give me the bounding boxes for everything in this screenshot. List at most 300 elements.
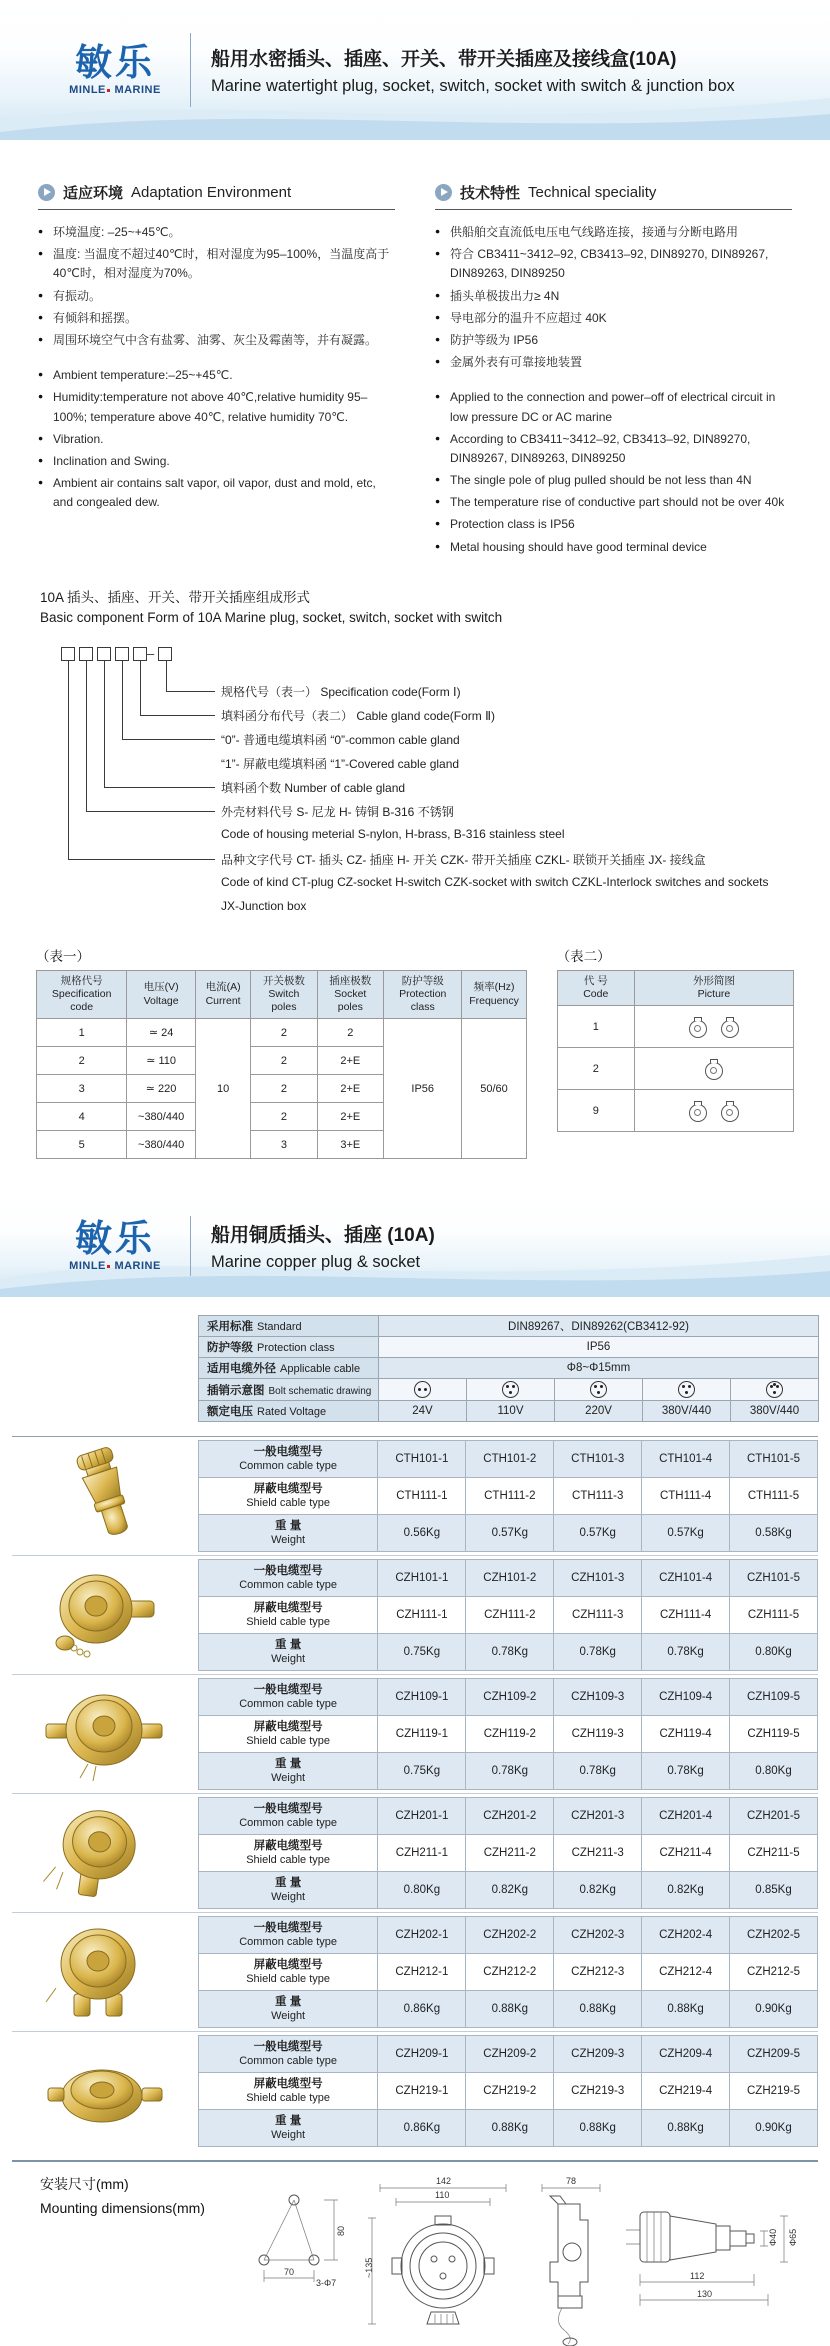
socket-sketch-icon: [721, 1020, 739, 1038]
weight-cell: 0.88Kg: [466, 1991, 554, 2028]
svg-text:Φ65: Φ65: [788, 2228, 798, 2247]
voltage-cell: 380V/440: [731, 1401, 819, 1422]
model-cell: CZH109-2: [466, 1679, 554, 1716]
code-box: [79, 647, 93, 661]
list-item: ● Metal housing should have good terminal device: [435, 538, 792, 557]
code-dash: –: [147, 645, 155, 661]
spec-row-voltage: [199, 1401, 819, 1422]
socket-sketch-icon: [705, 1062, 723, 1080]
model-cell: CZH211-5: [730, 1835, 818, 1872]
code-label: 填料函分布代号（表二） Cable gland code(Form Ⅱ): [221, 708, 495, 723]
weight-cell: 0.57Kg: [466, 1515, 554, 1552]
list-item: ● 金属外表有可靠接地装置: [435, 353, 792, 372]
model-cell: CTH111-1: [378, 1478, 466, 1515]
model-cell: CZH201-4: [642, 1798, 730, 1835]
table-row: [557, 1006, 793, 1048]
model-cell: CZH119-3: [554, 1716, 642, 1753]
logo-chinese: 敏乐: [75, 1218, 155, 1260]
mounting-title-cn: 安装尺寸(mm): [40, 2176, 129, 2193]
form2-caption: （表二）: [556, 948, 611, 964]
form2-table: [557, 970, 794, 1132]
model-cell: CZH101-3: [554, 1560, 642, 1597]
copper-section-title: [211, 1220, 435, 1272]
list-item: ● Vibration.: [38, 430, 395, 449]
model-cell: CTH101-3: [554, 1441, 642, 1478]
component-form-title-cn: 10A 插头、插座、开关、带开关插座组成形式: [40, 589, 311, 605]
pin-diagram-icon: [766, 1381, 783, 1398]
logo-red-accent: [107, 89, 110, 92]
weight-cell: 0.78Kg: [642, 1634, 730, 1671]
product-table: [198, 1916, 818, 2028]
list-item: ● The temperature rise of conductive part should not be over 40k: [435, 493, 792, 512]
weight-cell: 0.78Kg: [554, 1753, 642, 1790]
mounting-title-en: Mounting dimensions(mm): [40, 2200, 205, 2217]
spec-code-cell: 4: [37, 1103, 127, 1131]
weight-cell: 0.58Kg: [730, 1515, 818, 1552]
voltage-cell: ≃ 110: [127, 1047, 196, 1075]
product-table: [198, 2035, 818, 2147]
section-title-en: Adaptation Environment: [131, 184, 292, 201]
spec-row-standard: [199, 1316, 819, 1337]
code-label: JX-Junction box: [221, 898, 307, 913]
company-logo: [56, 44, 174, 96]
column-header: 电压(V) Voltage: [127, 970, 196, 1018]
model-cell: CZH101-1: [378, 1560, 466, 1597]
code-box: [61, 647, 75, 661]
socket-poles-cell: 3+E: [317, 1131, 384, 1159]
spec-row-protection: [199, 1337, 819, 1358]
model-cell: CZH111-5: [730, 1597, 818, 1634]
row-label: 屏蔽电缆型号 Shield cable type: [198, 1597, 378, 1634]
technical-list-en: [435, 388, 792, 557]
weight-row: [198, 1753, 817, 1790]
model-cell: CZH109-4: [642, 1679, 730, 1716]
model-cell: CZH202-4: [642, 1917, 730, 1954]
product-table: [198, 1678, 818, 1790]
model-cell: CZH212-5: [730, 1954, 818, 1991]
common-type-row: [198, 2036, 817, 2073]
spec-value: Φ8~Φ15mm: [379, 1358, 819, 1379]
weight-row: [198, 1515, 817, 1552]
weight-cell: 0.86Kg: [378, 2110, 466, 2147]
section-title-cn: 适应环境: [63, 185, 124, 202]
product-photo: [12, 1803, 198, 1903]
model-cell: CZH202-2: [466, 1917, 554, 1954]
model-cell: CZH212-2: [466, 1954, 554, 1991]
product-block-cth101: [12, 1437, 818, 1555]
component-form-section: [0, 586, 830, 625]
row-label: 重 量 Weight: [198, 1515, 378, 1552]
model-cell: CZH219-1: [378, 2073, 466, 2110]
voltage-cell: ~380/440: [127, 1103, 196, 1131]
section-header: [38, 182, 395, 210]
product-photo: [12, 1446, 198, 1546]
model-cell: CZH201-3: [554, 1798, 642, 1835]
play-bullet-icon: [38, 184, 55, 201]
code-box: [115, 647, 129, 661]
pin-diagram-cell: [379, 1379, 467, 1401]
model-cell: CZH101-4: [642, 1560, 730, 1597]
header-banner: [0, 0, 830, 140]
side-view-drawing: [528, 2174, 614, 2346]
weight-cell: 0.88Kg: [554, 2110, 642, 2147]
code-label: “0”- 普通电缆填料函 “0”-common cable gland: [221, 732, 460, 747]
list-item: ● 有振动。: [38, 287, 395, 306]
svg-text:78: 78: [566, 2176, 577, 2187]
weight-cell: 0.78Kg: [466, 1634, 554, 1671]
product-table: [198, 1440, 818, 1552]
product-block-czh202: [12, 1912, 818, 2031]
model-cell: CZH219-4: [642, 2073, 730, 2110]
column-header: 电流(A) Current: [195, 970, 250, 1018]
row-label: 屏蔽电缆型号 Shield cable type: [198, 1954, 378, 1991]
weight-cell: 0.80Kg: [730, 1753, 818, 1790]
product-photo: [12, 1565, 198, 1665]
column-header: 规格代号 Specification code: [37, 970, 127, 1018]
weight-cell: 0.82Kg: [466, 1872, 554, 1909]
pin-diagram-icon: [414, 1381, 431, 1398]
common-type-row: [198, 1679, 817, 1716]
socket-sketch-icon: [721, 1104, 739, 1122]
list-item: ● 插头单极拔出力≥ 4N: [435, 287, 792, 306]
shield-type-row: [198, 2073, 817, 2110]
model-cell: CZH111-3: [554, 1597, 642, 1634]
column-header: 外形简图 Picture: [634, 970, 793, 1005]
common-type-row: [198, 1917, 817, 1954]
svg-text:112: 112: [690, 2271, 705, 2282]
pin-diagram-cell: [555, 1379, 643, 1401]
model-cell: CZH119-4: [642, 1716, 730, 1753]
voltage-cell: 220V: [555, 1401, 643, 1422]
spec-table: [198, 1315, 819, 1422]
model-cell: CZH202-3: [554, 1917, 642, 1954]
vertical-divider: [190, 33, 191, 107]
svg-text:70: 70: [284, 2267, 295, 2278]
weight-cell: 0.78Kg: [642, 1753, 730, 1790]
svg-text:130: 130: [697, 2289, 713, 2300]
mounting-dimensions-section: [12, 2160, 818, 2346]
model-cell: CZH111-4: [642, 1597, 730, 1634]
page-title-en: Marine watertight plug, socket, switch, socket with switch & junction box: [211, 77, 735, 95]
weight-cell: 0.75Kg: [378, 1634, 466, 1671]
logo-minle: MINLE: [69, 84, 106, 96]
svg-text:~135: ~135: [364, 2257, 374, 2279]
row-label: 一般电缆型号 Common cable type: [198, 1679, 378, 1716]
table-row: [557, 1048, 793, 1090]
model-cell: CTH111-2: [466, 1478, 554, 1515]
shield-type-row: [198, 1716, 817, 1753]
model-cell: CZH202-5: [730, 1917, 818, 1954]
common-type-row: [198, 1560, 817, 1597]
weight-cell: 0.86Kg: [378, 1991, 466, 2028]
section-header: [435, 182, 792, 210]
socket-poles-cell: 2+E: [317, 1103, 384, 1131]
spec-row-bolt: [199, 1379, 819, 1401]
row-label: 一般电缆型号 Common cable type: [198, 1560, 378, 1597]
weight-row: [198, 1634, 817, 1671]
row-label: 屏蔽电缆型号 Shield cable type: [198, 1716, 378, 1753]
forms-row: [0, 945, 830, 1159]
voltage-cell: ≃ 24: [127, 1019, 196, 1047]
code-label: 填料函个数 Number of cable gland: [221, 780, 406, 795]
weight-cell: 0.85Kg: [730, 1872, 818, 1909]
weight-cell: 0.88Kg: [642, 1991, 730, 2028]
row-label: 重 量 Weight: [198, 1991, 378, 2028]
model-cell: CZH111-1: [378, 1597, 466, 1634]
list-item: ● Ambient air contains salt vapor, oil vapor, dust and mold, etc, and congealed dew.: [38, 474, 395, 512]
list-item: ● Humidity:temperature not above 40℃,relative humidity 95–100%; temperature above 40℃, relative humidity 70℃.: [38, 388, 395, 426]
model-cell: CZH201-5: [730, 1798, 818, 1835]
switch-poles-cell: 2: [251, 1103, 317, 1131]
shield-type-row: [198, 1597, 817, 1634]
switch-poles-cell: 2: [251, 1047, 317, 1075]
model-cell: CZH119-1: [378, 1716, 466, 1753]
section-title-cn: 技术特性: [460, 185, 521, 202]
list-item: ● Ambient temperature:–25~+45℃.: [38, 366, 395, 385]
code-cell: 9: [557, 1090, 634, 1132]
weight-cell: 0.90Kg: [730, 1991, 818, 2028]
weight-cell: 0.80Kg: [378, 1872, 466, 1909]
spec-label: 采用标准 Standard: [199, 1316, 379, 1337]
product-block-czh201: [12, 1793, 818, 1912]
protection-cell: IP56: [384, 1019, 462, 1159]
row-label: 一般电缆型号 Common cable type: [198, 2036, 378, 2073]
current-cell: 10: [195, 1019, 250, 1159]
form2-wrap: [557, 945, 794, 1132]
common-type-row: [198, 1441, 817, 1478]
form1-table: [36, 970, 527, 1159]
svg-text:110: 110: [435, 2190, 450, 2201]
code-label: 规格代号（表一） Specification code(Form Ⅰ): [221, 684, 461, 699]
model-cell: CZH209-2: [466, 2036, 554, 2073]
shield-type-row: [198, 1478, 817, 1515]
model-cell: CTH111-3: [554, 1478, 642, 1515]
socket-sketch-icon: [689, 1104, 707, 1122]
shield-type-row: [198, 1835, 817, 1872]
list-item: ● Applied to the connection and power–off of electrical circuit in low pressure DC or AC marine: [435, 388, 792, 426]
weight-cell: 0.78Kg: [466, 1753, 554, 1790]
component-form-title-en: Basic component Form of 10A Marine plug, socket, switch, socket with switch: [40, 609, 503, 625]
spec-code-cell: 5: [37, 1131, 127, 1159]
model-cell: CZH211-3: [554, 1835, 642, 1872]
switch-poles-cell: 3: [251, 1131, 317, 1159]
product-block-czh101: [12, 1555, 818, 1674]
product-block-czh209: [12, 2031, 818, 2150]
page-title-cn: 船用水密插头、插座、开关、带开关插座及接线盒(10A): [211, 49, 677, 70]
model-cell: CZH101-2: [466, 1560, 554, 1597]
column-header: 防护等级 Protection class: [384, 970, 462, 1018]
socket-sketch-icon: [689, 1020, 707, 1038]
table-row: [37, 1019, 527, 1047]
spec-label: 额定电压 Rated Voltage: [199, 1401, 379, 1422]
product-list: [12, 1436, 818, 2150]
weight-cell: 0.80Kg: [730, 1634, 818, 1671]
common-type-row: [198, 1798, 817, 1835]
code-label: 品种文字代号 CT- 插头 CZ- 插座 H- 开关 CZK- 带开关插座 CZKL- 联锁开关插座 JX- 接线盒: [221, 852, 706, 867]
pin-diagram-cell: [731, 1379, 819, 1401]
voltage-cell: ~380/440: [127, 1131, 196, 1159]
list-item: ● Protection class is IP56: [435, 515, 792, 534]
code-label: Code of kind CT-plug CZ-socket H-switch CZK-socket with switch CZKL-Interlock switches and sockets: [221, 874, 769, 889]
row-label: 屏蔽电缆型号 Shield cable type: [198, 2073, 378, 2110]
voltage-cell: ≃ 220: [127, 1075, 196, 1103]
shield-type-row: [198, 1954, 817, 1991]
product-photo: [12, 1684, 198, 1784]
technical-speciality-section: [435, 182, 792, 560]
model-cell: CZH209-5: [730, 2036, 818, 2073]
list-item: ● 周围环境空气中含有盐雾、油雾、灰尘及霉菌等，并有凝露。: [38, 331, 395, 350]
model-cell: CZH109-5: [730, 1679, 818, 1716]
company-logo: [56, 1220, 174, 1272]
picture-cell: [634, 1006, 793, 1048]
model-cell: CTH111-4: [642, 1478, 730, 1515]
model-cell: CZH209-4: [642, 2036, 730, 2073]
switch-poles-cell: 2: [251, 1075, 317, 1103]
connector-line: [68, 660, 215, 860]
model-cell: CZH219-3: [554, 2073, 642, 2110]
model-cell: CZH109-3: [554, 1679, 642, 1716]
logo-chinese: 敏乐: [75, 42, 155, 83]
weight-cell: 0.57Kg: [642, 1515, 730, 1552]
list-item: ● 导电部分的温升不应超过 40K: [435, 309, 792, 328]
model-cell: CZH209-3: [554, 2036, 642, 2073]
svg-text:80: 80: [336, 2226, 346, 2237]
list-item: ● Inclination and Swing.: [38, 452, 395, 471]
model-cell: CTH101-4: [642, 1441, 730, 1478]
pin-diagram-cell: [643, 1379, 731, 1401]
weight-cell: 0.75Kg: [378, 1753, 466, 1790]
list-item: ● 符合 CB3411~3412–92, CB3413–92, DIN89270, DIN89267, DIN89263, DIN89250: [435, 245, 792, 283]
model-cell: CZH201-2: [466, 1798, 554, 1835]
switch-poles-cell: 2: [251, 1019, 317, 1047]
play-bullet-icon: [435, 184, 452, 201]
form1-wrap: [36, 945, 527, 1159]
logo-red-accent: [107, 1265, 110, 1268]
column-header: 插座极数 Socket poles: [317, 970, 384, 1018]
logo-marine: MARINE: [114, 1260, 161, 1273]
copper-section-banner: [0, 1195, 830, 1297]
front-view-drawing: [364, 2174, 522, 2346]
voltage-cell: 380V/440: [643, 1401, 731, 1422]
list-item: ● According to CB3411~3412–92, CB3413–92, DIN89270, DIN89267, DIN89263, DIN89250: [435, 430, 792, 468]
picture-cell: [634, 1090, 793, 1132]
code-diagram: [46, 647, 790, 919]
adaptation-environment-section: [38, 182, 395, 560]
row-label: 屏蔽电缆型号 Shield cable type: [198, 1835, 378, 1872]
row-label: 一般电缆型号 Common cable type: [198, 1798, 378, 1835]
voltage-cell: 110V: [467, 1401, 555, 1422]
product-photo: [12, 2044, 198, 2139]
spec-value: DIN89267、DIN89262(CB3412-92): [379, 1316, 819, 1337]
code-label: Code of housing meterial S-nylon, H-brass, B-316 stainless steel: [221, 826, 565, 841]
pin-diagram-icon: [502, 1381, 519, 1398]
hole-pattern-drawing: [240, 2174, 358, 2302]
model-cell: CZH212-4: [642, 1954, 730, 1991]
weight-row: [198, 1991, 817, 2028]
form1-caption: （表一）: [36, 948, 90, 964]
row-label: 一般电缆型号 Common cable type: [198, 1441, 378, 1478]
row-label: 重 量 Weight: [198, 1872, 378, 1909]
picture-cell: [634, 1048, 793, 1090]
adaptation-list-cn: [38, 223, 395, 350]
product-block-czh109: [12, 1674, 818, 1793]
weight-cell: 0.56Kg: [378, 1515, 466, 1552]
spec-code-cell: 1: [37, 1019, 127, 1047]
adaptation-list-en: [38, 366, 395, 512]
feature-columns: [0, 182, 830, 560]
vertical-divider: [190, 1216, 191, 1276]
weight-cell: 0.82Kg: [554, 1872, 642, 1909]
logo-minle: MINLE: [69, 1260, 106, 1273]
code-label: 外壳材料代号 S- 尼龙 H- 铸铜 B-316 不锈钢: [221, 804, 454, 819]
section-title-en: Technical speciality: [528, 184, 657, 201]
spec-label: 适用电缆外径 Applicable cable: [199, 1358, 379, 1379]
list-item: ● 环境温度: –25~+45℃。: [38, 223, 395, 242]
list-item: ● 防护等级为 IP56: [435, 331, 792, 350]
code-label: “1”- 屏蔽电缆填料函 “1”-Covered cable gland: [221, 756, 460, 771]
model-cell: CZH219-2: [466, 2073, 554, 2110]
product-photo: [12, 1922, 198, 2022]
model-cell: CZH119-2: [466, 1716, 554, 1753]
weight-cell: 0.88Kg: [554, 1991, 642, 2028]
weight-cell: 0.57Kg: [554, 1515, 642, 1552]
weight-cell: 0.88Kg: [642, 2110, 730, 2147]
pin-diagram-icon: [678, 1381, 695, 1398]
row-label: 重 量 Weight: [198, 1753, 378, 1790]
weight-row: [198, 1872, 817, 1909]
page-title: [211, 44, 735, 96]
model-cell: CTH111-5: [730, 1478, 818, 1515]
model-cell: CZH211-2: [466, 1835, 554, 1872]
list-item: ● 有倾斜和摇摆。: [38, 309, 395, 328]
weight-row: [198, 2110, 817, 2147]
svg-text:142: 142: [436, 2176, 452, 2187]
model-cell: CZH212-3: [554, 1954, 642, 1991]
spec-code-cell: 2: [37, 1047, 127, 1075]
column-header: 代 号 Code: [557, 970, 634, 1005]
weight-cell: 0.88Kg: [466, 2110, 554, 2147]
column-header: 频率(Hz) Frequency: [462, 970, 526, 1018]
svg-text:Φ40: Φ40: [768, 2228, 778, 2247]
socket-poles-cell: 2: [317, 1019, 384, 1047]
code-cell: 1: [557, 1006, 634, 1048]
model-cell: CZH211-1: [378, 1835, 466, 1872]
code-box: [158, 647, 172, 661]
row-label: 重 量 Weight: [198, 1634, 378, 1671]
socket-poles-cell: 2+E: [317, 1047, 384, 1075]
model-cell: CZH111-2: [466, 1597, 554, 1634]
pin-diagram-cell: [467, 1379, 555, 1401]
copper-title-cn: 船用铜质插头、插座 (10A): [211, 1225, 435, 1247]
plug-profile-drawing: [620, 2174, 816, 2324]
product-table: [198, 1559, 818, 1671]
socket-poles-cell: 2+E: [317, 1075, 384, 1103]
code-cell: 2: [557, 1048, 634, 1090]
pin-diagram-icon: [590, 1381, 607, 1398]
weight-cell: 0.82Kg: [642, 1872, 730, 1909]
table-row: [557, 1090, 793, 1132]
model-cell: CZH109-1: [378, 1679, 466, 1716]
svg-text:3-Φ7: 3-Φ7: [316, 2278, 337, 2289]
technical-list-cn: [435, 223, 792, 372]
code-box: [133, 647, 147, 661]
code-box: [97, 647, 111, 661]
weight-cell: 0.78Kg: [554, 1634, 642, 1671]
frequency-cell: 50/60: [462, 1019, 526, 1159]
row-label: 一般电缆型号 Common cable type: [198, 1917, 378, 1954]
row-label: 屏蔽电缆型号 Shield cable type: [198, 1478, 378, 1515]
logo-english: [56, 84, 174, 96]
